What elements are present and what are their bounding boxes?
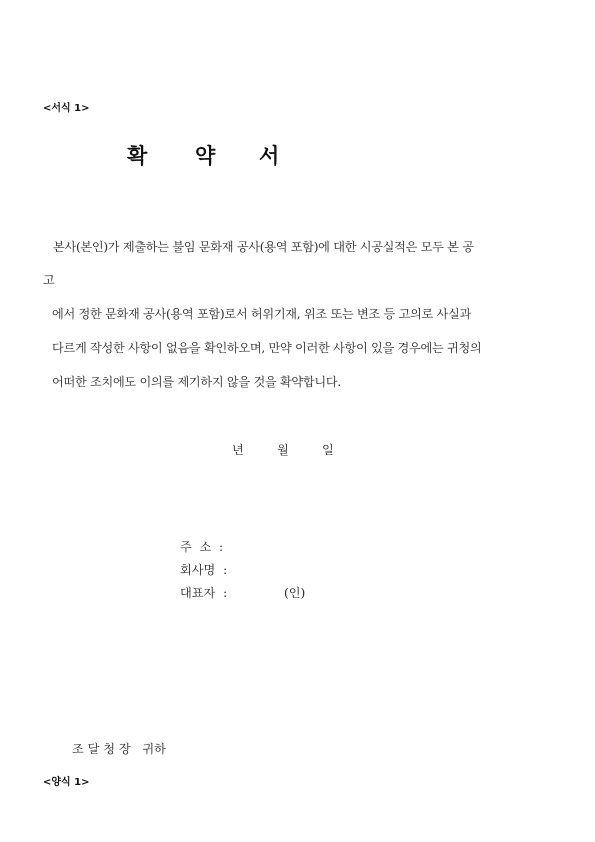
title-char-1: 확 xyxy=(127,143,148,168)
date-year-label: 년 xyxy=(232,443,244,457)
addressee: 조 달 청 장 귀하 xyxy=(72,742,166,756)
body-line-3: 에서 정한 문화재 공사(용역 포함)로서 허위기재, 위조 또는 변조 등 고의로 사실과 xyxy=(52,307,471,321)
representative-label: 대표자 : xyxy=(180,586,228,600)
title-char-3: 서 xyxy=(259,143,280,168)
body-line-1: 본사(본인)가 제출하는 불임 문화재 공사(용역 포함)에 대한 시공실적은 모두 본 공 xyxy=(53,240,474,254)
seal-mark: (인) xyxy=(284,586,306,600)
body-line-5: 어떠한 조치에도 이의를 제기하지 않을 것을 확약합니다. xyxy=(52,375,341,389)
form-label-bottom: <양식 1> xyxy=(43,777,90,788)
address-label: 주 소 : xyxy=(180,540,224,554)
body-line-2: 고 xyxy=(43,273,55,287)
form-label-top: <서식 1> xyxy=(43,103,90,114)
date-day-label: 일 xyxy=(322,443,334,457)
title-char-2: 약 xyxy=(195,143,216,168)
company-name-label: 회사명 : xyxy=(180,563,228,577)
date-month-label: 월 xyxy=(277,443,289,457)
body-line-4: 다르게 작성한 사항이 없음을 확인하오며, 만약 이러한 사항이 있을 경우에는 귀청의 xyxy=(52,341,482,355)
